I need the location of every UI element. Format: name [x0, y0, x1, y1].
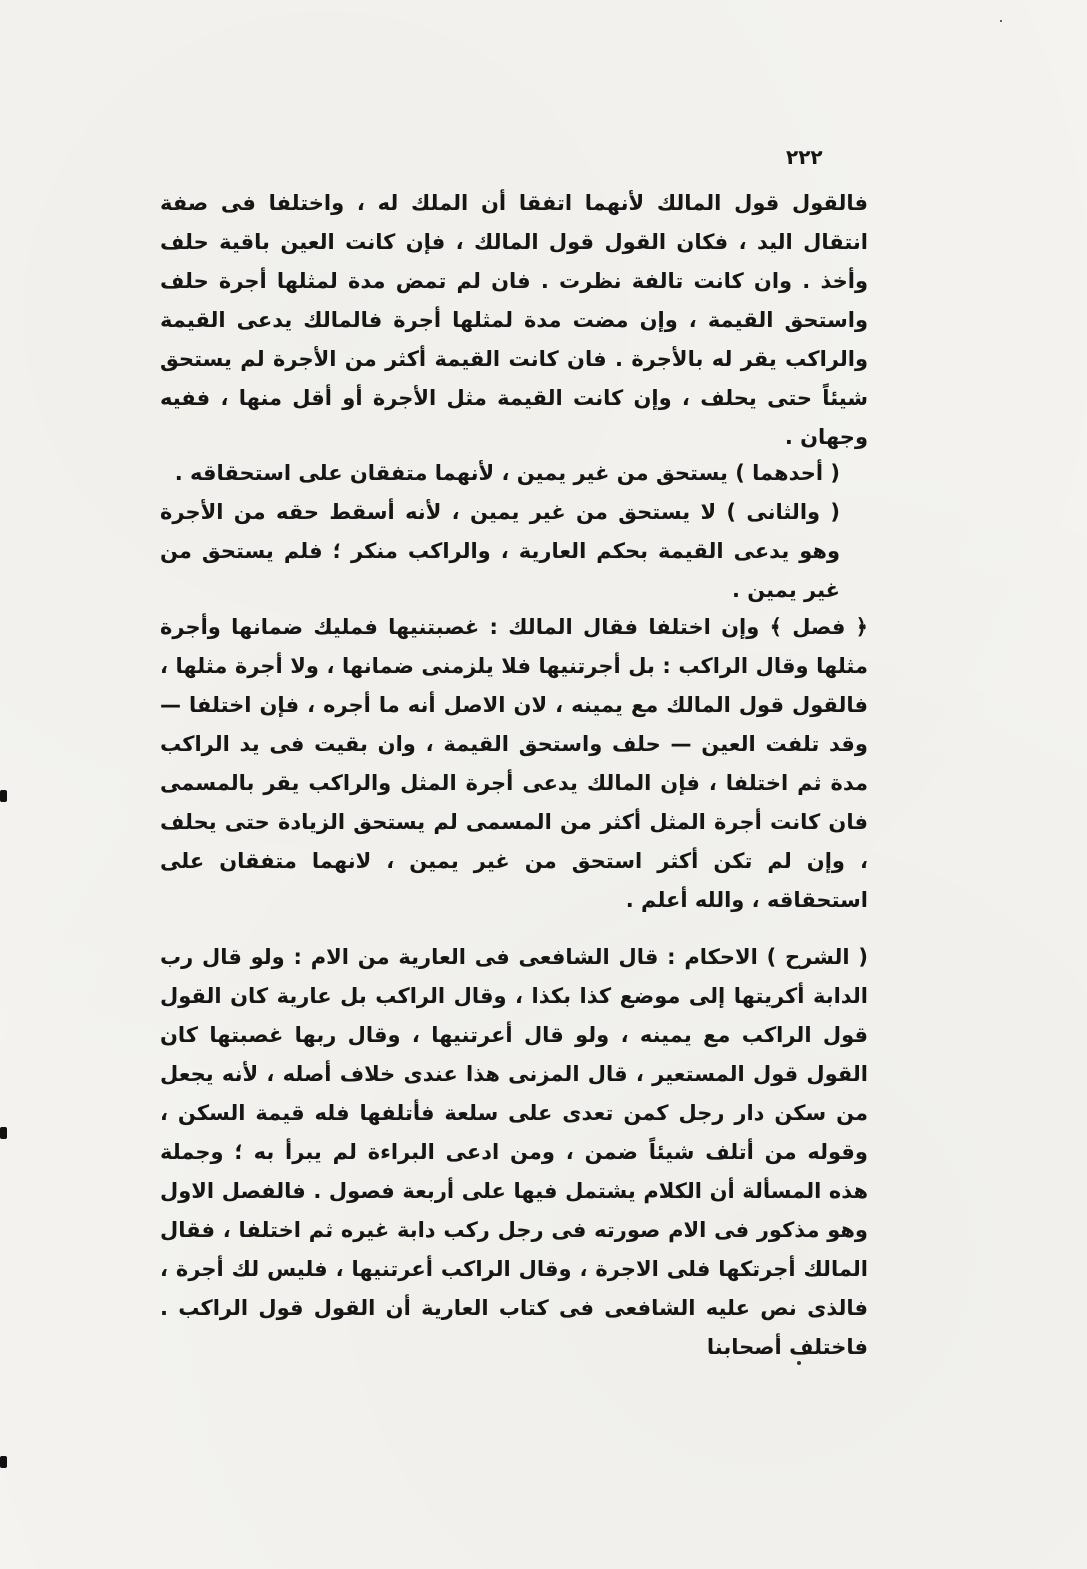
ink-speck [797, 1361, 801, 1365]
binding-mark [0, 790, 7, 802]
binding-mark [0, 1127, 7, 1139]
ink-speck [1000, 20, 1002, 22]
paragraph: ( أحدهما ) يستحق من غير يمين ، لأنهما متفقان على استحقاقه . [174, 461, 840, 485]
paragraph: ( والثانى ) لا يستحق من غير يمين ، لأنه أسقط حقه من الأجرة وهو يدعى القيمة بحكم العارية ، والراكب منكر ؛ فلم يستحق من غير يمين . [160, 500, 840, 602]
text-block-3 [160, 608, 868, 920]
page-number: ٢٢٢ [786, 145, 823, 169]
text-block-1 [160, 184, 868, 457]
binding-mark [0, 1456, 7, 1468]
paragraph: ﴿ فصل ﴾ وإن اختلفا فقال المالك : غصبتنيها فمليك ضمانها وأجرة مثلها وقال الراكب : بل أجرتنيها فلا يلزمنى ضمانها ، ولا أجرة مثلها ، فالقول قول المالك مع يمينه ، لان الاصل أنه ما أجره ، فإن اختلفا — وقد تلفت العين — حلف واستحق القيمة ، وان بقيت فى يد الراكب مدة ثم اختلفا ، فإن المالك يدعى أجرة المثل والراكب يقر بالمسمى فان كانت أجرة المثل أكثر من المسمى لم يستحق الزيادة حتى يحلف ، وإن لم تكن أكثر استحق من غير يمين ، لانهما متفقان على استحقاقه ، والله أعلم . [160, 615, 868, 912]
paragraph: ( الشرح ) الاحكام : قال الشافعى فى العارية من الام : ولو قال رب الدابة أكريتها إلى موضع كذا بكذا ، وقال الراكب بل عارية كان القول قول الراكب مع يمينه ، ولو قال أعرتنيها ، وقال ربها غصبتها كان القول قول المستعير ، قال المزنى هذا عندى خلاف أصله ، لأنه يجعل من سكن دار رجل كمن تعدى على سلعة فأتلفها فله قيمة السكن ، وقوله من أتلف شيئاً ضمن ، ومن ادعى البراءة لم يبرأ به ؛ وجملة هذه المسألة أن الكلام يشتمل فيها على أربعة فصول . فالفصل الاول وهو مذكور فى الام صورته فى رجل ركب دابة غيره ثم اختلفا ، فقال المالك أجرتكها فلى الاجرة ، وقال الراكب أعرتنيها ، فليس لك أجرة ، فالذى نص عليه الشافعى فى كتاب العارية أن القول قول الراكب . فاختلف أصحابنا [160, 945, 868, 1359]
text-block-4 [160, 938, 868, 1367]
paragraph: فالقول قول المالك لأنهما اتفقا أن الملك له ، واختلفا فى صفة انتقال اليد ، فكان القول قول المالك ، فإن كانت العين باقية حلف وأخذ . وان كانت تالفة نظرت . فان لم تمض مدة لمثلها أجرة حلف واستحق القيمة ، وإن مضت مدة لمثلها أجرة فالمالك يدعى القيمة والراكب يقر له بالأجرة . فان كانت القيمة أكثر من الأجرة لم يستحق شيئاً حتى يحلف ، وإن كانت القيمة مثل الأجرة أو أقل منها ، ففيه وجهان . [160, 191, 868, 449]
text-block-2 [160, 454, 868, 610]
